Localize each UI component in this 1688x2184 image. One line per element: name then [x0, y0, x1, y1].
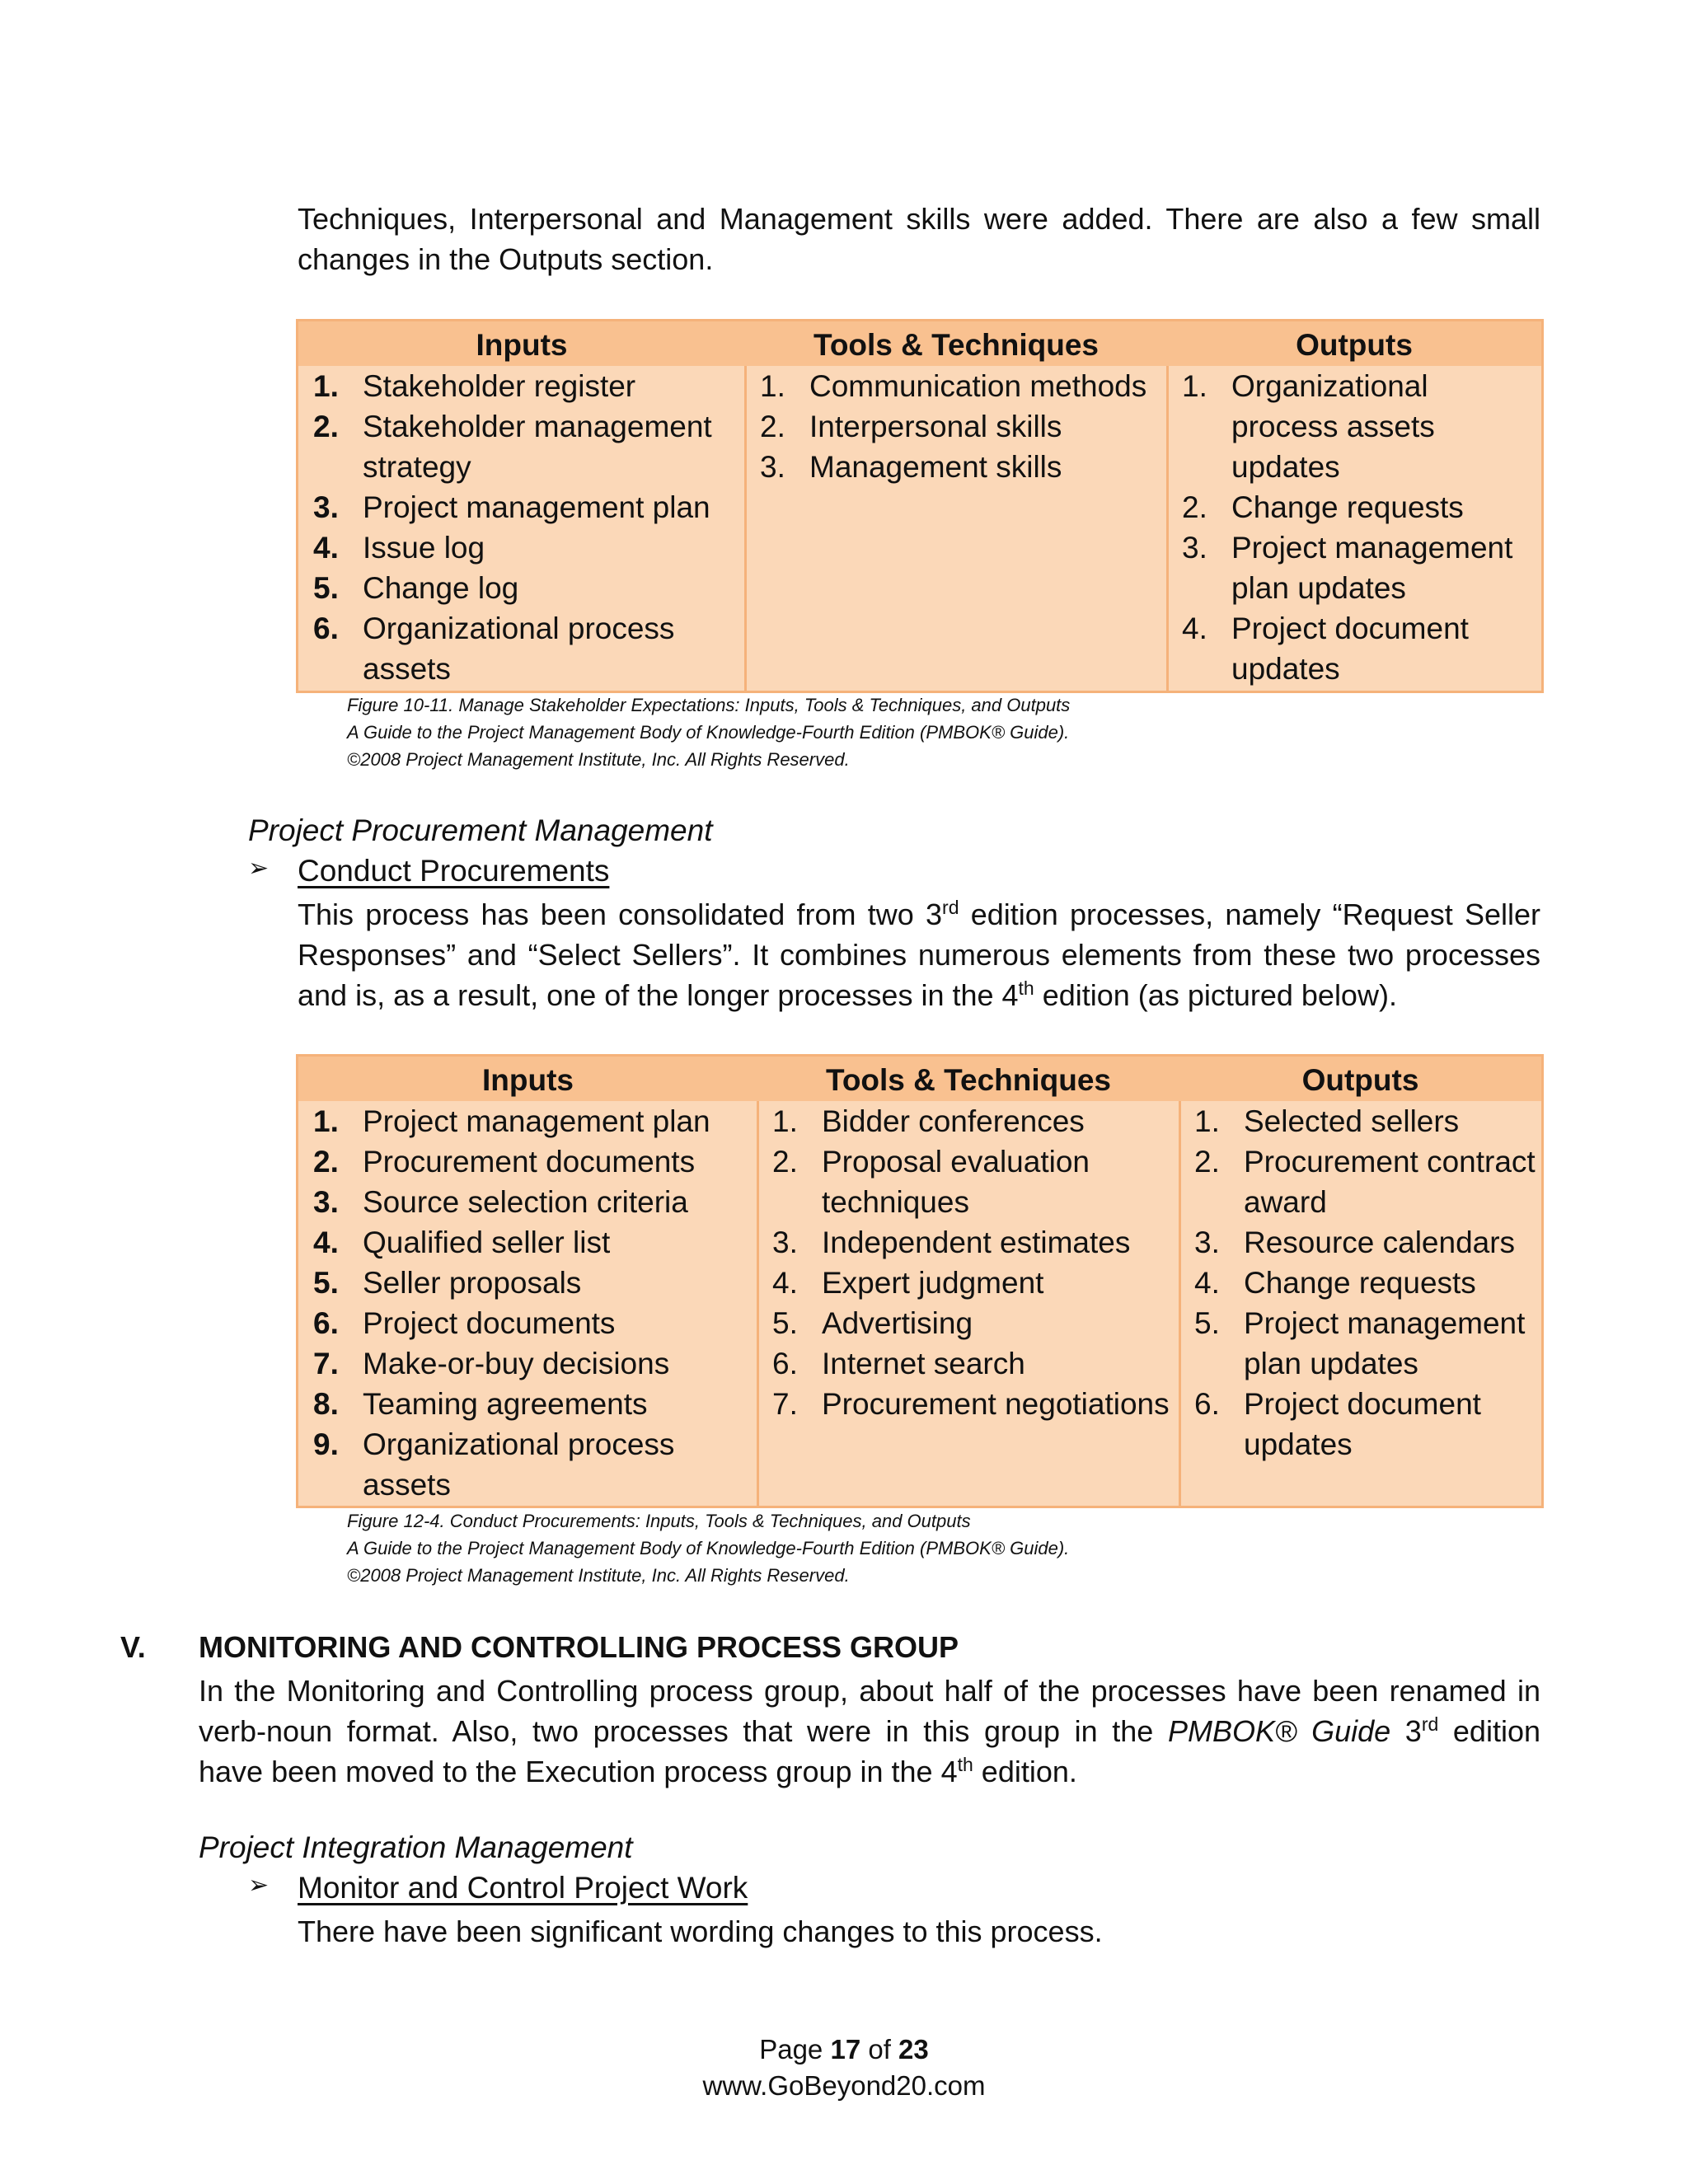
item-number: 8.: [313, 1387, 339, 1421]
item-text: Stakeholder management strategy: [363, 410, 712, 484]
item-text: Stakeholder register: [363, 369, 636, 403]
procurement-paragraph: [298, 894, 1540, 1015]
arrow-bullet-icon: ➢: [248, 1872, 270, 1899]
item-number: 7.: [772, 1387, 798, 1421]
item-number: 9.: [313, 1427, 339, 1461]
procurements-itto-table: [296, 1054, 1544, 1508]
conduct-procurements-title: Conduct Procurements: [298, 854, 610, 888]
page-number: Page 17 of 23: [759, 2034, 929, 2064]
list-item: [745, 447, 1165, 487]
list-item: [298, 1182, 756, 1222]
list-item: [757, 1263, 1178, 1303]
item-number: 3.: [772, 1226, 798, 1259]
item-number: 1.: [1194, 1104, 1220, 1138]
list-item: [298, 487, 743, 527]
item-number: 3.: [313, 490, 339, 524]
item-number: 4.: [772, 1266, 798, 1300]
item-text: Communication methods: [809, 369, 1147, 403]
item-number: 5.: [313, 571, 339, 605]
list-item: [298, 1424, 756, 1505]
item-number: 3.: [1182, 531, 1207, 565]
footer-url: www.GoBeyond20.com: [702, 2070, 986, 2101]
list-item: [757, 1303, 1178, 1343]
intro-line-1: Techniques, Interpersonal and Management skills were added. There are also a few small: [298, 202, 1540, 236]
procurement-line-3: and is, as a result, one of the longer processes in the 4th edition (as pictured below).: [298, 977, 1397, 1012]
item-number: 7.: [313, 1347, 339, 1380]
list-item: [745, 406, 1165, 447]
section5-line-1: In the Monitoring and Controlling process group, about half of the processes have been renamed in: [199, 1674, 1540, 1708]
list-item: [1179, 1141, 1540, 1222]
list-item: [298, 1263, 756, 1303]
item-text: Organizational process assets: [363, 612, 675, 686]
item-number: 1.: [313, 1104, 339, 1138]
item-text: Organizational process assets: [363, 1427, 675, 1502]
caption-line: Figure 12-4. Conduct Procurements: Inputs, Tools & Techniques, and Outputs: [347, 1511, 971, 1531]
caption-line: ©2008 Project Management Institute, Inc. All Rights Reserved.: [347, 1565, 850, 1586]
caption-line: ©2008 Project Management Institute, Inc. All Rights Reserved.: [347, 749, 850, 770]
item-text: Teaming agreements: [363, 1387, 648, 1421]
item-text: Procurement negotiations: [822, 1387, 1170, 1421]
item-number: 2.: [1182, 490, 1207, 524]
list-item: [1179, 1384, 1540, 1465]
list-item: [757, 1101, 1178, 1141]
item-text: Proposal evaluation techniques: [822, 1145, 1090, 1219]
item-number: 4.: [313, 531, 339, 565]
procurement-heading: Project Procurement Management: [248, 813, 713, 847]
caption-line: A Guide to the Project Management Body of Knowledge-Fourth Edition (PMBOK® Guide).: [347, 1538, 1070, 1558]
item-text: Change requests: [1244, 1266, 1476, 1300]
list-item: [1179, 1101, 1540, 1141]
arrow-bullet-icon: ➢: [248, 855, 270, 882]
list-item: [1179, 1222, 1540, 1263]
item-number: 2.: [313, 410, 339, 443]
list-item: [298, 527, 743, 568]
item-number: 5.: [1194, 1306, 1220, 1340]
list-item: [298, 1343, 756, 1384]
item-text: Qualified seller list: [363, 1226, 611, 1259]
section-title: MONITORING AND CONTROLLING PROCESS GROUP: [199, 1630, 959, 1664]
figure-10-11-caption: [347, 691, 1070, 773]
tools-column: [745, 366, 1165, 487]
header-tools: Tools & Techniques: [813, 328, 1100, 362]
item-number: 3.: [760, 450, 785, 484]
item-text: Project document updates: [1244, 1387, 1481, 1461]
item-text: Independent estimates: [822, 1226, 1131, 1259]
item-number: 2.: [313, 1145, 339, 1179]
item-text: Project management plan: [363, 1104, 710, 1138]
item-text: Source selection criteria: [363, 1185, 688, 1219]
stakeholder-itto-table: [296, 319, 1544, 693]
item-number: 6.: [1194, 1387, 1220, 1421]
section5-paragraph: [199, 1671, 1540, 1792]
item-text: Procurement contract award: [1244, 1145, 1536, 1219]
header-outputs: Outputs: [1296, 328, 1413, 362]
item-text: Selected sellers: [1244, 1104, 1460, 1138]
section-numeral: V.: [120, 1630, 146, 1664]
item-number: 2.: [772, 1145, 798, 1179]
item-text: Procurement documents: [363, 1145, 696, 1179]
item-text: Internet search: [822, 1347, 1025, 1380]
item-text: Project management plan updates: [1244, 1306, 1526, 1380]
intro-line-2: changes in the Outputs section.: [298, 242, 714, 276]
list-item: [298, 1101, 756, 1141]
list-item: [757, 1141, 1178, 1222]
outputs-column: [1179, 1101, 1540, 1465]
item-text: Issue log: [363, 531, 485, 565]
list-item: [298, 1303, 756, 1343]
item-text: Project management plan: [363, 490, 710, 524]
inputs-column: [298, 1101, 756, 1505]
list-item: [745, 366, 1165, 406]
item-number: 2.: [760, 410, 785, 443]
item-number: 1.: [313, 369, 339, 403]
procurement-line-1: This process has been consolidated from two 3rd edition processes, namely “Request Seller: [298, 897, 1540, 931]
list-item: [298, 1384, 756, 1424]
item-number: 5.: [313, 1266, 339, 1300]
caption-line: A Guide to the Project Management Body of Knowledge-Fourth Edition (PMBOK® Guide).: [347, 722, 1070, 743]
list-item: [1167, 487, 1540, 527]
item-number: 3.: [1194, 1226, 1220, 1259]
item-text: Change requests: [1231, 490, 1464, 524]
header-inputs: Inputs: [482, 1063, 574, 1097]
item-number: 6.: [313, 612, 339, 645]
list-item: [298, 608, 743, 689]
list-item: [298, 1222, 756, 1263]
integration-heading: Project Integration Management: [199, 1830, 633, 1864]
item-text: Change log: [363, 571, 519, 605]
item-number: 6.: [313, 1306, 339, 1340]
item-text: Project documents: [363, 1306, 616, 1340]
item-number: 5.: [772, 1306, 798, 1340]
integration-text: There have been significant wording changes to this process.: [298, 1915, 1103, 1948]
procurement-line-2: Responses” and “Select Sellers”. It combines numerous elements from these two processes: [298, 938, 1540, 972]
header-inputs: Inputs: [476, 328, 568, 362]
item-text: Advertising: [822, 1306, 973, 1340]
item-text: Project management plan updates: [1231, 531, 1513, 605]
list-item: [298, 568, 743, 608]
item-number: 4.: [1182, 612, 1207, 645]
section5-line-2: verb-noun format. Also, two processes that were in this group in the PMBOK® Guide 3rd edition: [199, 1713, 1540, 1748]
list-item: [298, 406, 743, 487]
item-number: 2.: [1194, 1145, 1220, 1179]
caption-line: Figure 10-11. Manage Stakeholder Expectations: Inputs, Tools & Techniques, and Outputs: [347, 695, 1071, 715]
item-text: Bidder conferences: [822, 1104, 1085, 1138]
item-number: 4.: [1194, 1266, 1220, 1300]
item-number: 4.: [313, 1226, 339, 1259]
item-number: 3.: [313, 1185, 339, 1219]
section5-line-3: have been moved to the Execution process group in the 4th edition.: [199, 1754, 1077, 1788]
item-number: 6.: [772, 1347, 798, 1380]
list-item: [757, 1222, 1178, 1263]
list-item: [1167, 608, 1540, 689]
tools-column: [757, 1101, 1178, 1424]
monitor-control-title: Monitor and Control Project Work: [298, 1871, 748, 1905]
item-text: Management skills: [809, 450, 1062, 484]
list-item: [1179, 1303, 1540, 1384]
list-item: [298, 1141, 756, 1182]
item-number: 1.: [760, 369, 785, 403]
list-item: [1179, 1263, 1540, 1303]
outputs-column: [1167, 366, 1540, 689]
item-text: Expert judgment: [822, 1266, 1044, 1300]
list-item: [1167, 527, 1540, 608]
inputs-column: [298, 366, 743, 689]
item-text: Resource calendars: [1244, 1226, 1516, 1259]
item-text: Project document updates: [1231, 612, 1469, 686]
list-item: [298, 366, 743, 406]
list-item: [757, 1384, 1178, 1424]
item-text: Seller proposals: [363, 1266, 582, 1300]
item-text: Make-or-buy decisions: [363, 1347, 670, 1380]
list-item: [1167, 366, 1540, 487]
figure-12-4-caption: [347, 1507, 1069, 1589]
list-item: [757, 1343, 1178, 1384]
item-number: 1.: [1182, 369, 1207, 403]
header-outputs: Outputs: [1301, 1063, 1419, 1097]
header-tools: Tools & Techniques: [825, 1063, 1112, 1097]
item-text: Organizational process assets updates: [1231, 369, 1435, 484]
item-text: Interpersonal skills: [809, 410, 1062, 443]
intro-paragraph: [298, 199, 1540, 279]
item-number: 1.: [772, 1104, 798, 1138]
